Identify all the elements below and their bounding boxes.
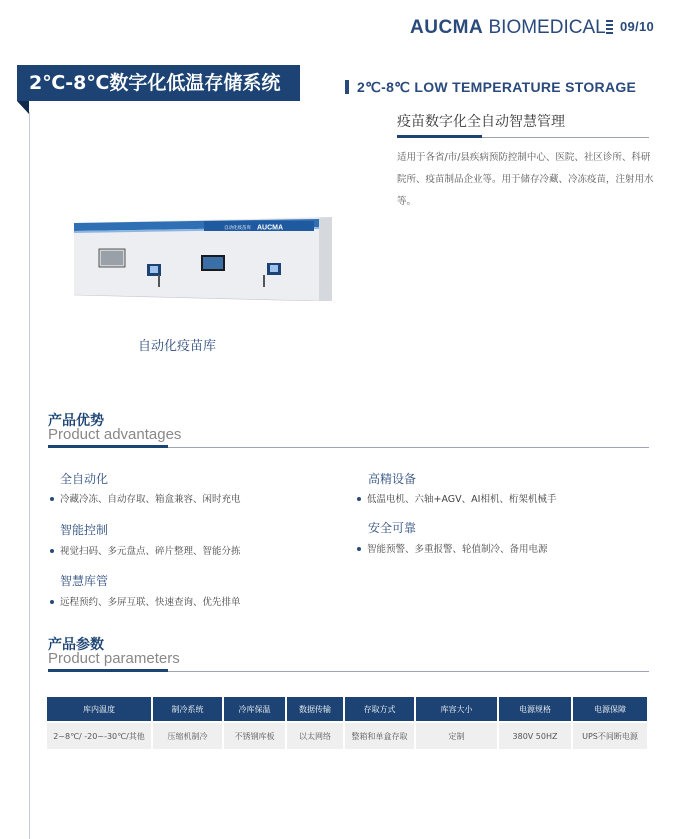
parameters-title-en: Product parameters bbox=[48, 650, 180, 667]
table-header-cell: 存取方式 bbox=[345, 697, 414, 721]
description-text: 适用于各省/市/县疾病预防控制中心、医院、社区诊所、科研院所、疫苗制品企业等。用于储存冷藏、冷冻疫苗，注射用水等。 bbox=[397, 152, 654, 207]
advantage-heading: 智慧库管 bbox=[60, 574, 109, 588]
machine-brand-mark: AUCMA bbox=[257, 224, 284, 232]
advantage-item bbox=[50, 594, 241, 608]
bullet-icon bbox=[50, 549, 54, 553]
bullet-icon bbox=[357, 497, 361, 501]
advantage-item-text: 远程预约、多屏互联、快速查询、优先排单 bbox=[60, 597, 241, 608]
advantage-heading: 安全可靠 bbox=[368, 521, 417, 535]
advantages-title-cn: 产品优势 bbox=[48, 413, 104, 429]
advantage-heading: 全自动化 bbox=[60, 472, 109, 486]
advantage-item-text: 低温电机、六轴+AGV、AI相机、桁架机械手 bbox=[367, 494, 557, 505]
table-header-cell: 电源规格 bbox=[499, 697, 571, 721]
table-header-cell: 冷库保温 bbox=[224, 697, 285, 721]
table-cell: 380V 50HZ bbox=[499, 723, 571, 749]
table-cell: UPS不间断电源 bbox=[573, 723, 647, 749]
machine-sign-label: 自动化疫苗库 bbox=[224, 226, 251, 231]
advantage-heading: 高精设备 bbox=[368, 472, 417, 486]
advantage-item bbox=[50, 491, 241, 505]
product-caption: 自动化疫苗库 bbox=[138, 339, 217, 354]
table-cell: 定制 bbox=[416, 723, 497, 749]
page-number: 09/10 bbox=[620, 19, 655, 34]
left-vertical-rule bbox=[29, 112, 30, 839]
brand-name-rest: BIOMEDICAL bbox=[483, 17, 606, 38]
table-cell: 2~8℃/ -20~-30℃/其他 bbox=[47, 723, 151, 749]
table-cell: 不锈钢库板 bbox=[224, 723, 285, 749]
advantages-rule-accent bbox=[48, 445, 168, 448]
bullet-icon bbox=[50, 497, 54, 501]
subtitle: 疫苗数字化全自动智慧管理 bbox=[397, 114, 565, 130]
brand-logo bbox=[410, 17, 606, 39]
table-header-cell: 库内温度 bbox=[47, 697, 151, 721]
table-cell: 整箱和单盒存取 bbox=[345, 723, 414, 749]
bullet-icon bbox=[357, 547, 361, 551]
brand-name-bold: AUCMA bbox=[410, 17, 484, 38]
table-row bbox=[47, 723, 647, 749]
advantage-item bbox=[357, 541, 548, 555]
subtitle-rule-accent bbox=[397, 135, 482, 138]
advantage-item-text: 冷藏冷冻、自动存取、箱盒兼容、闲时充电 bbox=[60, 494, 241, 505]
page-title-banner: 2℃-8℃数字化低温存储系统 bbox=[17, 65, 300, 101]
advantage-item bbox=[50, 543, 241, 557]
vaccine-storage-machine-image bbox=[74, 217, 332, 301]
advantage-item bbox=[357, 491, 556, 505]
banner-fold bbox=[17, 101, 29, 114]
advantage-heading: 智能控制 bbox=[60, 523, 109, 537]
parameters-rule-accent bbox=[48, 669, 168, 672]
parameters-table bbox=[45, 697, 649, 749]
table-header-cell: 库容大小 bbox=[416, 697, 497, 721]
heading-marker bbox=[345, 80, 349, 94]
table-header-cell: 数据传输 bbox=[287, 697, 343, 721]
table-cell: 压缩机制冷 bbox=[153, 723, 222, 749]
table-cell: 以太网络 bbox=[287, 723, 343, 749]
advantages-title-en: Product advantages bbox=[48, 426, 182, 443]
table-header-cell: 电源保障 bbox=[573, 697, 647, 721]
advantage-item-text: 视觉扫码、多元盘点、碎片整理、智能分拣 bbox=[60, 546, 241, 557]
english-title: 2℃-8℃ LOW TEMPERATURE STORAGE bbox=[357, 79, 637, 95]
table-header-cell: 制冷系统 bbox=[153, 697, 222, 721]
parameters-title-cn: 产品参数 bbox=[48, 637, 104, 653]
brand-separator-icon bbox=[606, 20, 613, 35]
bullet-icon bbox=[50, 600, 54, 604]
advantage-item-text: 智能预警、多重报警、轮值制冷、备用电源 bbox=[367, 544, 548, 555]
